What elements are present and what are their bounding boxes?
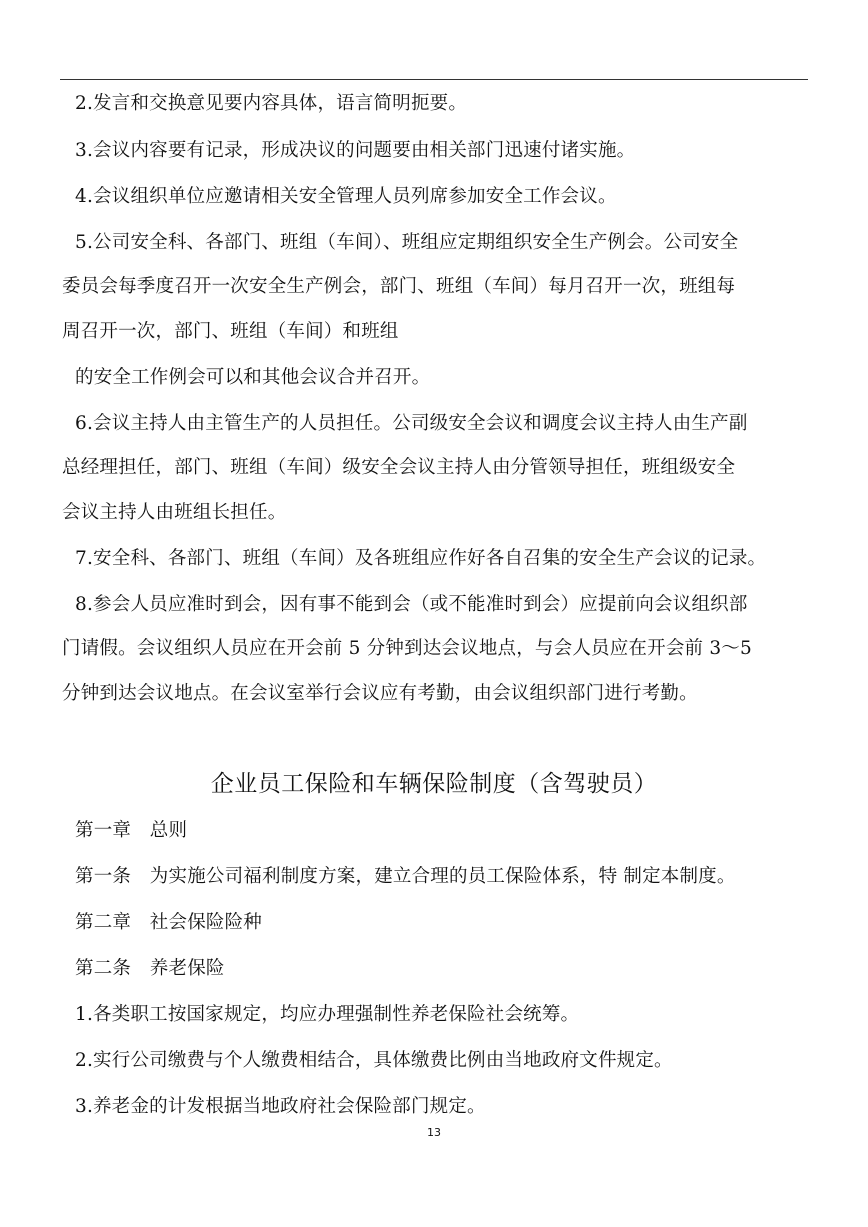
- paragraph-line: 门请假。会议组织人员应在开会前 5 分钟到达会议地点，与会人员应在开会前 3～5: [62, 638, 752, 659]
- paragraph-line: 6.会议主持人由主管生产的人员担任。公司级安全会议和调度会议主持人由生产副: [75, 413, 748, 434]
- paragraph-line: 委员会每季度召开一次安全生产例会，部门、班组（车间）每月召开一次，班组每: [62, 276, 736, 297]
- list-item: 2.实行公司缴费与个人缴费相结合，具体缴费比例由当地政府文件规定。: [75, 1050, 673, 1071]
- header-rule: [60, 79, 808, 80]
- article-line: 第一条 为实施公司福利制度方案，建立合理的员工保险体系，特 制定本制度。: [75, 866, 736, 887]
- paragraph-line: 3.会议内容要有记录，形成决议的问题要由相关部门迅速付诸实施。: [75, 140, 636, 161]
- list-item: 1.各类职工按国家规定，均应办理强制性养老保险社会统筹。: [75, 1004, 580, 1025]
- paragraph-line: 4.会议组织单位应邀请相关安全管理人员列席参加安全工作会议。: [75, 186, 617, 207]
- article-heading: 第二条 养老保险: [75, 958, 225, 979]
- paragraph-line: 7.安全科、各部门、班组（车间）及各班组应作好各自召集的安全生产会议的记录。: [75, 548, 767, 569]
- paragraph-line: 会议主持人由班组长担任。: [62, 502, 287, 523]
- paragraph-line: 5.公司安全科、各部门、班组（车间）、班组应定期组织安全生产例会。公司安全: [75, 232, 739, 253]
- section-title: 企业员工保险和车辆保险制度（含驾驶员）: [210, 771, 658, 797]
- paragraph-line: 2.发言和交换意见要内容具体，语言简明扼要。: [75, 93, 468, 114]
- paragraph-line: 8.参会人员应准时到会，因有事不能到会（或不能准时到会）应提前向会议组织部: [75, 594, 748, 615]
- paragraph-line: 的安全工作例会可以和其他会议合并召开。: [75, 367, 431, 388]
- paragraph-line: 周召开一次，部门、班组（车间）和班组: [62, 321, 399, 342]
- list-item: 3.养老金的计发根据当地政府社会保险部门规定。: [75, 1096, 486, 1117]
- paragraph-line: 分钟到达会议地点。在会议室举行会议应有考勤，由会议组织部门进行考勤。: [62, 683, 698, 704]
- chapter-heading: 第二章 社会保险险种: [75, 912, 263, 933]
- page-number: 13: [427, 1126, 441, 1139]
- chapter-heading: 第一章 总则: [75, 820, 188, 841]
- paragraph-line: 总经理担任，部门、班组（车间）级安全会议主持人由分管领导担任，班组级安全: [62, 457, 736, 478]
